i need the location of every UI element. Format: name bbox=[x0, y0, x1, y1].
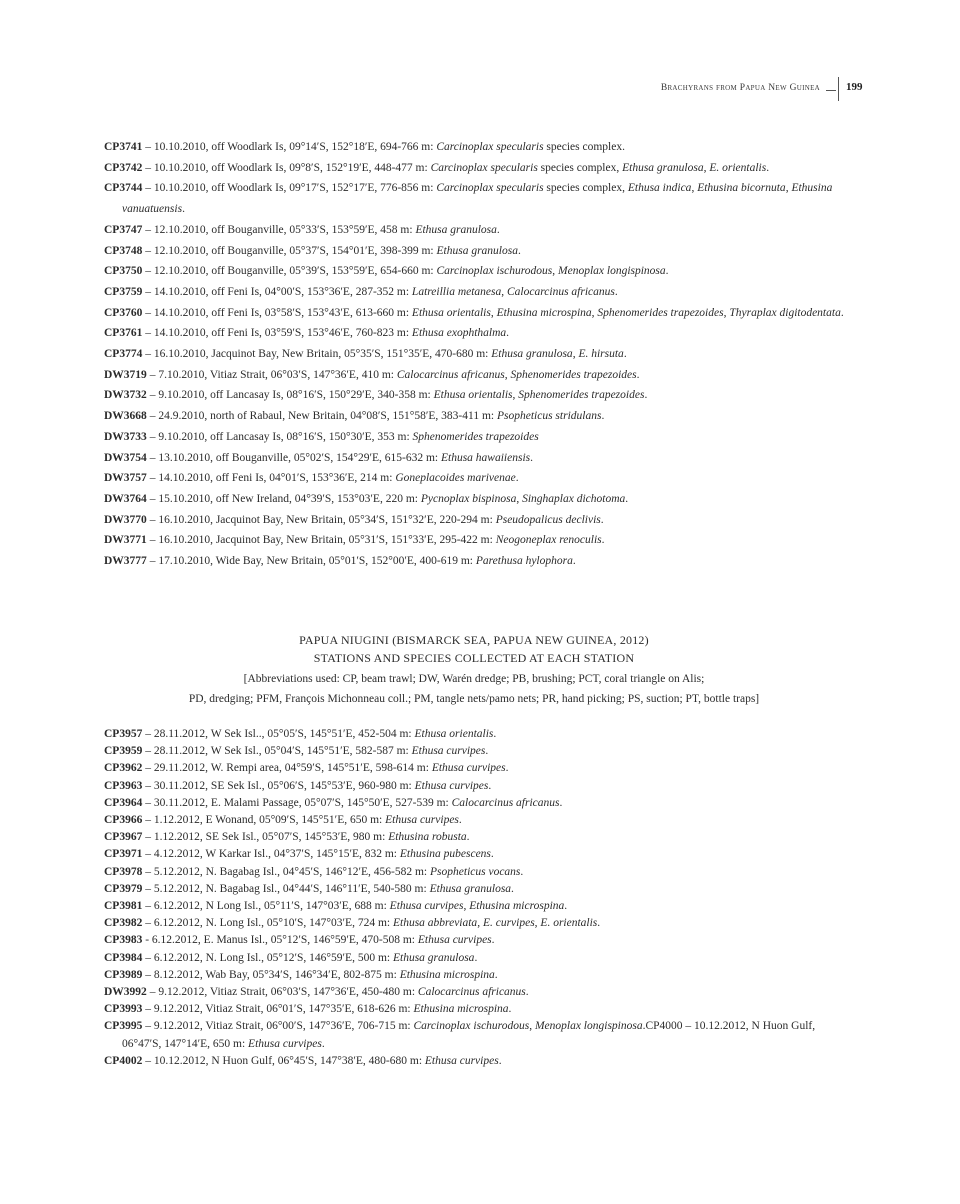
station-details: – 14.10.2010, off Feni Is, 03°59′S, 153°46′E, 760-823 m: bbox=[142, 327, 412, 340]
station-details: , bbox=[529, 1020, 535, 1033]
species-name: Ethusina microspina bbox=[469, 900, 565, 913]
station-code: CP3742 bbox=[104, 161, 143, 174]
species-name: Carcinoplax specularis bbox=[430, 161, 538, 174]
species-name: Ethusa granulosa bbox=[392, 951, 475, 964]
station-code: CP4002 bbox=[104, 1054, 143, 1067]
species-name: Ethusa curvipes bbox=[417, 934, 492, 947]
station-details: . bbox=[559, 796, 563, 809]
species-name: Ethusina vanuatuensis bbox=[122, 182, 833, 216]
species-name: Ethusina microspina bbox=[399, 968, 495, 981]
station-details: . bbox=[498, 1054, 502, 1067]
species-name: E. curvipes bbox=[482, 917, 535, 930]
station-entry bbox=[104, 829, 844, 846]
station-details: . bbox=[508, 1003, 512, 1016]
station-details: – 1.12.2012, E Wonand, 05°09′S, 145°51′E, 650 m: bbox=[142, 814, 386, 827]
station-entry bbox=[104, 881, 844, 898]
species-name: Ethusa curvipes bbox=[411, 745, 486, 758]
station-details: – 14.10.2010, off Feni Is, 03°58′S, 153°43′E, 613-660 m: bbox=[142, 306, 412, 319]
species-name: Thyraplax digitodentata bbox=[729, 306, 841, 319]
station-details: – 9.12.2012, Vitiaz Strait, 06°03′S, 147°36′E, 450-480 m: bbox=[146, 986, 418, 999]
station-details: . bbox=[601, 534, 605, 547]
station-entry bbox=[104, 241, 844, 262]
species-name: Ethusa granulosa bbox=[429, 882, 512, 895]
species-name: Neogoneplax renoculis bbox=[495, 534, 602, 547]
station-code: DW3777 bbox=[104, 555, 147, 568]
station-details: . bbox=[601, 410, 605, 423]
station-details: – 6.12.2012, N. Long Isl., 05°12′S, 146°59′E, 500 m: bbox=[142, 951, 393, 964]
station-entry bbox=[104, 344, 844, 365]
station-details: , bbox=[504, 368, 511, 381]
station-details: – 5.12.2012, N. Bagabag Isl., 04°45′S, 146°12′E, 456-582 m: bbox=[142, 865, 431, 878]
species-name: Menoplax longispinosa bbox=[558, 265, 666, 278]
station-entry bbox=[104, 365, 844, 386]
station-details: – 10.10.2010, off Woodlark Is, 09°17′S, 152°17′E, 776-856 m: bbox=[142, 182, 437, 195]
species-name: Ethusa granulosa bbox=[622, 161, 704, 174]
station-details: – 17.10.2010, Wide Bay, New Britain, 05°01′S, 152°00′E, 400-619 m: bbox=[146, 555, 476, 568]
station-code: CP3971 bbox=[104, 848, 143, 861]
species-name: Sphenomerides trapezoides bbox=[518, 389, 645, 402]
station-details: . bbox=[517, 244, 521, 257]
station-entry bbox=[104, 760, 844, 777]
station-entry bbox=[104, 795, 844, 812]
station-code: CP3967 bbox=[104, 831, 143, 844]
station-details: – 28.11.2012, W Sek Isl.., 05°05′S, 145°51′E, 452-504 m: bbox=[142, 728, 415, 740]
station-details: – 14.10.2010, off Feni Is, 04°00′S, 153°36′E, 287-352 m: bbox=[142, 285, 412, 298]
species-name: Carcinoplax specularis bbox=[436, 141, 544, 153]
station-entry bbox=[104, 282, 844, 303]
station-details: . bbox=[491, 934, 495, 947]
station-details: . bbox=[490, 848, 494, 861]
species-name: Ethusa granulosa bbox=[415, 223, 497, 236]
station-entry bbox=[104, 864, 844, 881]
station-code: CP3963 bbox=[104, 779, 143, 792]
station-details: – 12.10.2010, off Bouganville, 05°33′S, 153°59′E, 458 m: bbox=[142, 223, 416, 236]
station-details: – 9.10.2010, off Lancasay Is, 08°16′S, 150°29′E, 340-358 m: bbox=[146, 389, 434, 402]
species-name: Carcinoplax ischurodous bbox=[436, 265, 553, 278]
station-code: DW3668 bbox=[104, 410, 147, 423]
station-details: – 12.10.2010, off Bouganville, 05°37′S, 154°01′E, 398-399 m: bbox=[142, 244, 437, 257]
species-name: Ethusa granulosa bbox=[436, 244, 518, 257]
species-name: Menoplax longispinosa bbox=[534, 1020, 643, 1033]
station-details: . bbox=[182, 203, 185, 216]
station-details: – 14.10.2010, off Feni Is, 04°01′S, 153°36′E, 214 m: bbox=[146, 472, 396, 485]
station-details: , bbox=[463, 900, 470, 913]
station-details: . bbox=[623, 348, 627, 361]
station-details: – 16.10.2010, Jacquinot Bay, New Britain, 05°31′S, 151°33′E, 295-422 m: bbox=[146, 534, 496, 547]
station-details: . bbox=[493, 728, 497, 740]
station-details: . bbox=[525, 986, 529, 999]
station-details: . bbox=[520, 865, 524, 878]
station-details: species complex, bbox=[543, 182, 628, 195]
station-code: CP3964 bbox=[104, 796, 143, 809]
species-name: Calocarcinus africanus bbox=[417, 986, 526, 999]
station-code: CP3957 bbox=[104, 728, 143, 740]
section-heading bbox=[104, 631, 844, 709]
species-name: Ethusa curvipes bbox=[424, 1054, 499, 1067]
station-entry bbox=[104, 406, 844, 427]
station-entry bbox=[104, 158, 844, 179]
station-entry bbox=[104, 898, 844, 915]
station-details: – 12.10.2010, off Bouganville, 05°39′S, 153°59′E, 654-660 m: bbox=[142, 265, 437, 278]
station-details: , bbox=[703, 161, 710, 174]
running-header bbox=[0, 79, 960, 99]
station-code: CP3993 bbox=[104, 1003, 143, 1016]
section-title-line1: PAPUA NIUGINI (BISMARCK SEA, PAPUA NEW GUINEA, 2012) bbox=[299, 633, 649, 647]
station-code: CP3759 bbox=[104, 285, 143, 298]
abbreviations-line1: [Abbreviations used: CP, beam trawl; DW, Warén dredge; PB, brushing; PCT, coral triangle on Alis; bbox=[243, 673, 705, 685]
station-entry bbox=[104, 743, 844, 760]
station-code: CP3748 bbox=[104, 244, 143, 257]
station-code: CP3978 bbox=[104, 865, 143, 878]
station-code: CP3750 bbox=[104, 265, 143, 278]
station-entry bbox=[104, 510, 844, 531]
station-entry bbox=[104, 220, 844, 241]
species-name: Ethusina bicornuta bbox=[697, 182, 786, 195]
station-entry bbox=[104, 932, 844, 949]
species-name: Ethusa indica bbox=[627, 182, 692, 195]
station-details: , bbox=[477, 917, 483, 930]
species-name: Ethusina microspina bbox=[413, 1003, 509, 1016]
station-details: . bbox=[564, 900, 568, 913]
station-details: , bbox=[512, 389, 519, 402]
abbreviations-line2: PD, dredging; PFM, François Michonneau coll.; PM, tangle nets/pamo nets; PR, hand picking; PS, suction; PT, bottle traps] bbox=[188, 693, 760, 705]
station-code: CP3995 bbox=[104, 1020, 143, 1033]
station-details: , bbox=[501, 285, 508, 298]
station-details: , bbox=[534, 917, 541, 930]
station-code: CP3962 bbox=[104, 762, 143, 775]
station-entry bbox=[104, 137, 844, 158]
station-code: DW3764 bbox=[104, 492, 147, 505]
species-name: Carcinoplax ischurodous bbox=[413, 1020, 530, 1033]
station-entry bbox=[104, 261, 844, 282]
station-details: . bbox=[515, 472, 519, 485]
station-details: . bbox=[625, 492, 629, 505]
station-entry bbox=[104, 967, 844, 984]
station-details: – 16.10.2010, Jacquinot Bay, New Britain, 05°35′S, 151°35′E, 470-680 m: bbox=[142, 348, 492, 361]
station-details: . bbox=[466, 831, 470, 844]
species-name: E. hirsuta bbox=[578, 348, 624, 361]
station-code: DW3719 bbox=[104, 368, 147, 381]
station-details: – 8.12.2012, Wab Bay, 05°34′S, 146°34′E, 802-875 m: bbox=[142, 968, 400, 981]
station-code: DW3771 bbox=[104, 534, 147, 547]
species-name: Calocarcinus africanus bbox=[451, 796, 560, 809]
species-name: Sphenomerides trapezoides bbox=[510, 368, 637, 381]
species-name: Goneplacoides marivenae bbox=[395, 472, 516, 485]
station-entry bbox=[104, 915, 844, 932]
station-details: - 6.12.2012, E. Manus Isl., 05°12′S, 146°59′E, 470-508 m: bbox=[142, 934, 418, 947]
station-details: . bbox=[496, 223, 500, 236]
station-entry bbox=[104, 530, 844, 551]
species-name: Ethusa curvipes bbox=[431, 762, 506, 775]
station-code: CP3741 bbox=[104, 141, 143, 153]
species-name: Carcinoplax specularis bbox=[436, 182, 544, 195]
running-title: Brachyrans from Papua New Guinea bbox=[660, 83, 820, 93]
station-details: . bbox=[458, 814, 462, 827]
station-entry bbox=[104, 489, 844, 510]
page-number: 199 bbox=[846, 81, 863, 93]
station-details: . bbox=[600, 513, 604, 526]
species-name: Ethusa granulosa bbox=[491, 348, 573, 361]
station-details: – 24.9.2010, north of Rabaul, New Britain, 04°08′S, 151°58′E, 383-411 m: bbox=[146, 410, 497, 423]
station-details: , bbox=[691, 182, 698, 195]
station-entry bbox=[104, 448, 844, 469]
species-name: E. orientalis bbox=[709, 161, 767, 174]
station-details: . bbox=[597, 917, 601, 930]
species-name: Latreillia metanesa bbox=[411, 285, 502, 298]
station-entry bbox=[104, 1018, 844, 1052]
station-code: CP3983 bbox=[104, 934, 143, 947]
station-code: CP3761 bbox=[104, 327, 143, 340]
station-details: . bbox=[506, 327, 510, 340]
station-details: – 6.12.2012, N Long Isl., 05°11′S, 147°03′E, 688 m: bbox=[142, 900, 390, 913]
species-name: Ethusina robusta bbox=[388, 831, 467, 844]
section-title-line2: STATIONS AND SPECIES COLLECTED AT EACH STATION bbox=[313, 651, 635, 665]
station-entry bbox=[104, 950, 844, 967]
station-details: . bbox=[766, 161, 770, 174]
header-divider bbox=[838, 77, 839, 101]
station-details: . bbox=[321, 1037, 325, 1050]
species-name: Ethusa orientalis bbox=[411, 306, 491, 319]
station-details: – 28.11.2012, W Sek Isl., 05°04′S, 145°51′E, 582-587 m: bbox=[142, 745, 412, 758]
station-code: CP3966 bbox=[104, 814, 143, 827]
station-code: CP3774 bbox=[104, 348, 143, 361]
station-details: – 13.10.2010, off Bouganville, 05°02′S, 154°29′E, 615-632 m: bbox=[146, 451, 441, 464]
station-details: – 10.10.2010, off Woodlark Is, 09°14′S, 152°18′E, 694-766 m: bbox=[142, 141, 437, 153]
species-name: Ethusa curvipes bbox=[389, 900, 464, 913]
station-details: , bbox=[591, 306, 598, 319]
station-details: , bbox=[490, 306, 497, 319]
station-code: DW3733 bbox=[104, 430, 147, 443]
species-name: Sphenomerides trapezoides bbox=[597, 306, 724, 319]
station-code: DW3992 bbox=[104, 986, 147, 999]
station-details: , bbox=[516, 492, 523, 505]
station-code: CP3747 bbox=[104, 223, 143, 236]
station-details: – 10.10.2010, off Woodlark Is, 09°8′S, 152°19′E, 448-477 m: bbox=[142, 161, 431, 174]
station-details: , bbox=[572, 348, 579, 361]
station-details: – 9.12.2012, Vitiaz Strait, 06°01′S, 147°35′E, 618-626 m: bbox=[142, 1003, 414, 1016]
station-entry bbox=[104, 812, 844, 829]
species-name: E. orientalis bbox=[540, 917, 598, 930]
station-code: DW3757 bbox=[104, 472, 147, 485]
station-details: – 10.12.2012, N Huon Gulf, 06°45′S, 147°38′E, 480-680 m: bbox=[142, 1054, 425, 1067]
station-details: – 16.10.2010, Jacquinot Bay, New Britain, 05°34′S, 151°32′E, 220-294 m: bbox=[146, 513, 496, 526]
species-name: Ethusa curvipes bbox=[385, 814, 459, 827]
station-code: DW3754 bbox=[104, 451, 147, 464]
station-details: . bbox=[474, 951, 478, 964]
species-name: Pseudopalicus declivis bbox=[495, 513, 601, 526]
station-code: CP3979 bbox=[104, 882, 143, 895]
station-details: , bbox=[552, 265, 559, 278]
station-entry bbox=[104, 385, 844, 406]
species-name: Ethusa exophthalma bbox=[411, 327, 507, 340]
species-name: Ethusina microspina bbox=[496, 306, 592, 319]
species-name: Calocarcinus africanus bbox=[507, 285, 615, 298]
station-entry bbox=[104, 984, 844, 1001]
station-details: , bbox=[785, 182, 792, 195]
station-code: CP3984 bbox=[104, 951, 143, 964]
station-details: – 30.11.2012, E. Malami Passage, 05°07′S, 145°50′E, 527-539 m: bbox=[142, 796, 452, 809]
station-entry bbox=[104, 551, 844, 572]
species-name: Pycnoplax bispinosa bbox=[420, 492, 517, 505]
station-details: – 5.12.2012, N. Bagabag Isl., 04°44′S, 146°11′E, 540-580 m: bbox=[142, 882, 430, 895]
species-name: Calocarcinus africanus bbox=[396, 368, 505, 381]
species-name: Ethusa hawaiiensis bbox=[440, 451, 531, 464]
station-details: – 4.12.2012, W Karkar Isl., 04°37′S, 145°15′E, 832 m: bbox=[142, 848, 400, 861]
station-code: CP3760 bbox=[104, 306, 143, 319]
station-details: – 30.11.2012, SE Sek Isl., 05°06′S, 145°53′E, 960-980 m: bbox=[142, 779, 415, 792]
station-code: DW3732 bbox=[104, 389, 147, 402]
station-code: CP3959 bbox=[104, 745, 143, 758]
station-entry bbox=[104, 323, 844, 344]
station-entry bbox=[104, 1053, 844, 1070]
station-details: .CP4000 – 10.12.2012, N Huon Gulf, 06°47′S, 147°14′E, 650 m: bbox=[122, 1020, 816, 1050]
station-details: – 9.12.2012, Vitiaz Strait, 06°00′S, 147°36′E, 706-715 m: bbox=[142, 1020, 414, 1033]
species-name: Parethusa hylophora bbox=[475, 555, 573, 568]
station-details: , bbox=[723, 306, 730, 319]
station-code: CP3982 bbox=[104, 917, 143, 930]
station-entry bbox=[104, 726, 844, 743]
station-entry bbox=[104, 778, 844, 795]
station-details: . bbox=[614, 285, 618, 298]
species-name: Ethusa curvipes bbox=[248, 1037, 322, 1050]
station-code: CP3989 bbox=[104, 968, 143, 981]
station-entry bbox=[104, 427, 844, 448]
species-name: Sphenomerides trapezoides bbox=[412, 430, 539, 443]
station-list-2012 bbox=[104, 726, 844, 1070]
station-details: . bbox=[665, 265, 669, 278]
station-details: species complex. bbox=[543, 141, 625, 153]
station-code: DW3770 bbox=[104, 513, 147, 526]
station-entry bbox=[104, 468, 844, 489]
station-details: – 6.12.2012, N. Long Isl., 05°10′S, 147°03′E, 724 m: bbox=[142, 917, 393, 930]
station-details: . bbox=[505, 762, 509, 775]
station-details: – 15.10.2010, off New Ireland, 04°39′S, 153°03′E, 220 m: bbox=[146, 492, 421, 505]
station-details: . bbox=[494, 968, 498, 981]
station-details: . bbox=[488, 779, 492, 792]
station-details: . bbox=[511, 882, 514, 895]
species-name: Ethusa abbreviata bbox=[392, 917, 478, 930]
species-name: Singhaplax dichotoma bbox=[522, 492, 626, 505]
station-details: . bbox=[530, 451, 533, 464]
species-name: Psopheticus vocans bbox=[430, 865, 521, 878]
station-entry bbox=[104, 303, 844, 324]
station-details: – 9.10.2010, off Lancasay Is, 08°16′S, 150°30′E, 353 m: bbox=[146, 430, 413, 443]
species-name: Ethusa orientalis bbox=[433, 389, 513, 402]
station-details: . bbox=[636, 368, 640, 381]
species-name: Ethusina pubescens bbox=[399, 848, 491, 861]
station-details: – 29.11.2012, W. Rempi area, 04°59′S, 145°51′E, 598-614 m: bbox=[142, 762, 432, 775]
station-details: . bbox=[840, 306, 844, 319]
station-code: CP3981 bbox=[104, 900, 143, 913]
station-details: species complex, bbox=[537, 161, 623, 174]
station-entry bbox=[104, 1001, 844, 1018]
station-entry bbox=[104, 178, 844, 219]
station-details: . bbox=[644, 389, 648, 402]
station-list-2010 bbox=[104, 137, 844, 572]
station-entry bbox=[104, 846, 844, 863]
station-details: – 7.10.2010, Vitiaz Strait, 06°03′S, 147°36′E, 410 m: bbox=[146, 368, 397, 381]
station-details: – 1.12.2012, SE Sek Isl., 05°07′S, 145°53′E, 980 m: bbox=[142, 831, 389, 844]
species-name: Psopheticus stridulans bbox=[496, 410, 602, 423]
header-rule bbox=[826, 90, 836, 91]
station-details: . bbox=[485, 745, 489, 758]
station-details: . bbox=[572, 555, 576, 568]
station-code: CP3744 bbox=[104, 182, 143, 195]
species-name: Ethusa orientalis bbox=[414, 728, 494, 740]
species-name: Ethusa curvipes bbox=[414, 779, 489, 792]
